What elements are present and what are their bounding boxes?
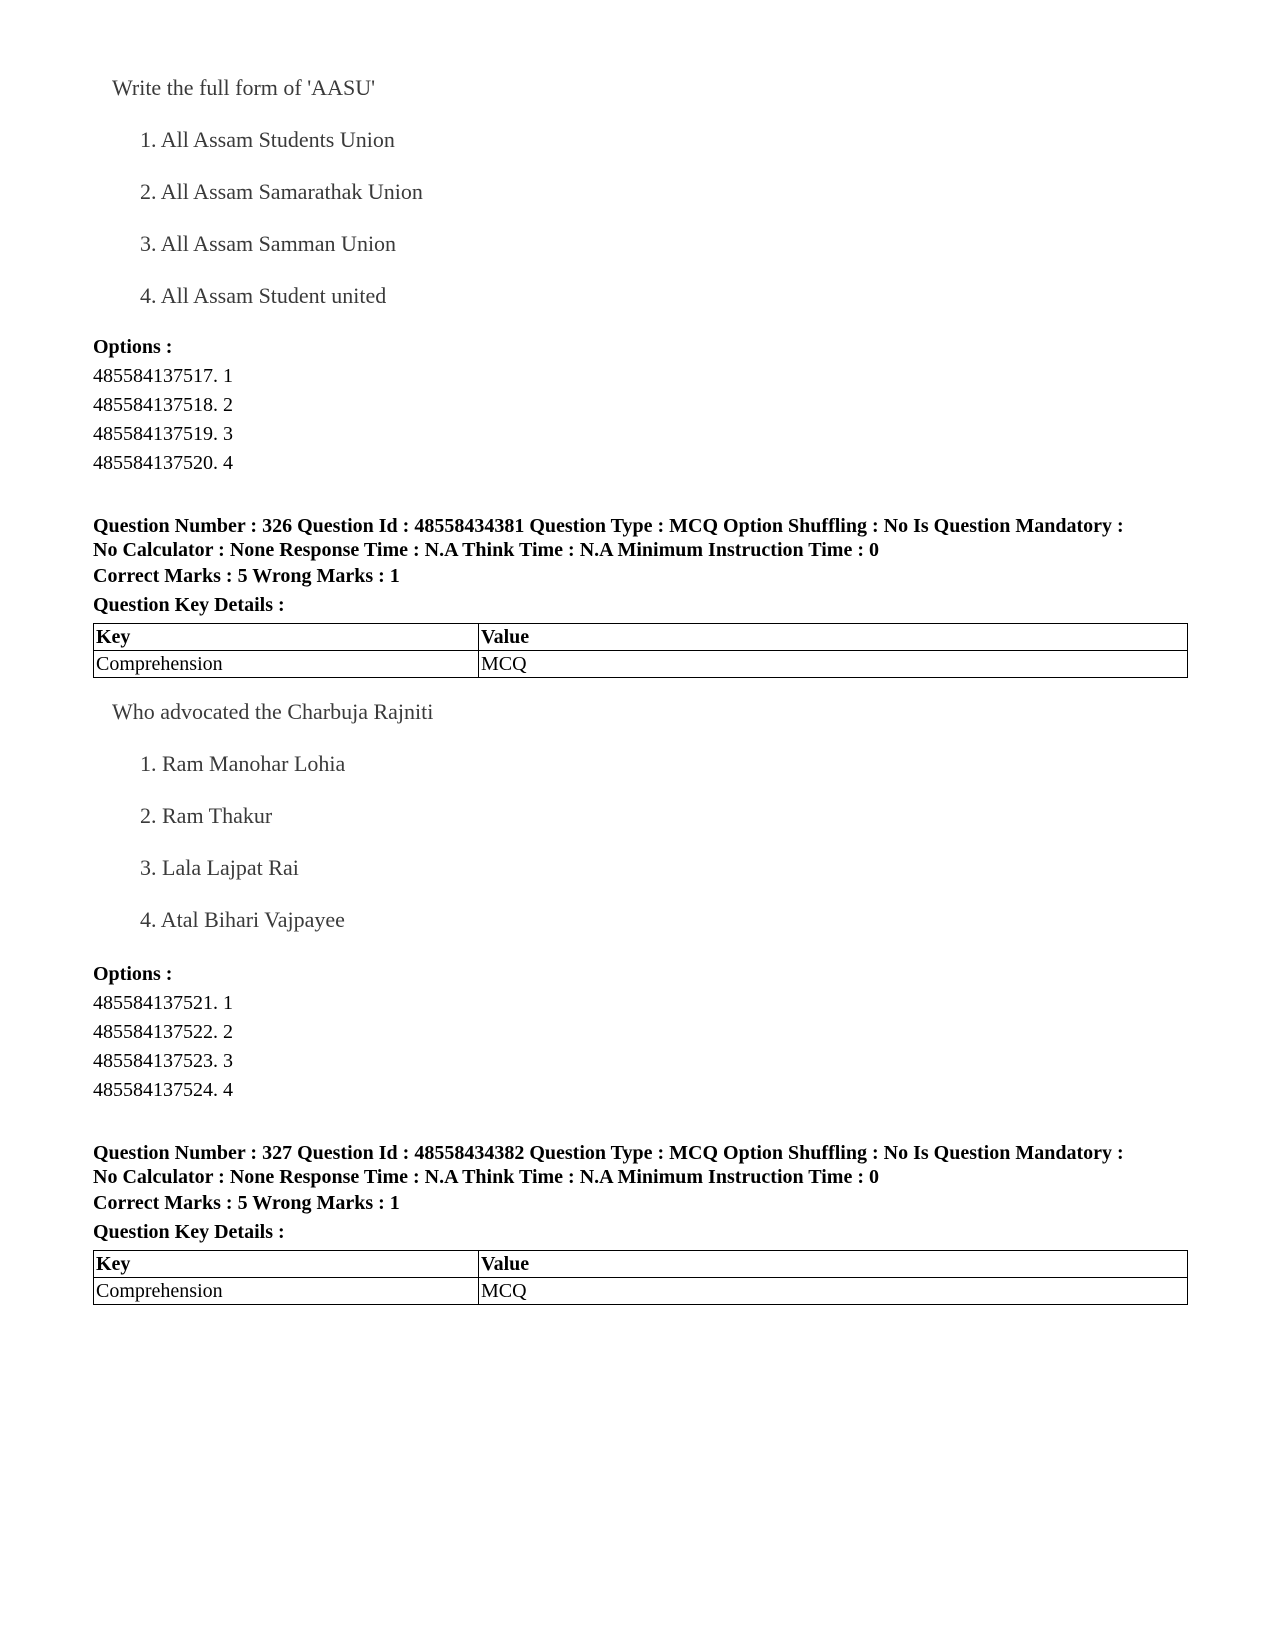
choice-item: 1. Ram Manohar Lohia bbox=[140, 751, 346, 776]
option-line: 485584137517. 1 bbox=[93, 365, 233, 387]
table-cell: Comprehension bbox=[94, 1278, 479, 1305]
option-line: 485584137519. 3 bbox=[93, 423, 233, 445]
key-details-heading: Question Key Details : bbox=[93, 1221, 285, 1243]
option-line: 485584137518. 2 bbox=[93, 394, 233, 416]
options-heading: Options : bbox=[93, 336, 173, 358]
key-value-table bbox=[93, 623, 1188, 678]
table-header-row bbox=[94, 624, 1188, 651]
table-row bbox=[94, 1278, 1188, 1305]
key-details-heading: Question Key Details : bbox=[93, 594, 285, 616]
options-heading: Options : bbox=[93, 963, 173, 985]
choice-list bbox=[112, 752, 433, 932]
question-image-charbuja bbox=[112, 700, 433, 932]
table-cell: Comprehension bbox=[94, 651, 479, 678]
table-header-key: Key bbox=[94, 1251, 479, 1278]
meta-line: Question Number : 327 Question Id : 48558434382 Question Type : MCQ Option Shuffling : No Is Question Mandatory : bbox=[93, 1142, 1124, 1164]
table-header-key: Key bbox=[94, 624, 479, 651]
marks-line: Correct Marks : 5 Wrong Marks : 1 bbox=[93, 1192, 400, 1214]
choice-item: 3. All Assam Samman Union bbox=[140, 231, 397, 256]
question-meta bbox=[93, 1141, 1193, 1247]
option-line: 485584137521. 1 bbox=[93, 992, 233, 1014]
table-cell: MCQ bbox=[479, 651, 1188, 678]
table-row bbox=[94, 651, 1188, 678]
choice-item: 2. All Assam Samarathak Union bbox=[140, 179, 423, 204]
option-line: 485584137523. 3 bbox=[93, 1050, 233, 1072]
table-cell: MCQ bbox=[479, 1278, 1188, 1305]
choice-item: 2. Ram Thakur bbox=[140, 803, 273, 828]
table-header-value: Value bbox=[479, 624, 1188, 651]
options-block bbox=[93, 333, 233, 478]
choice-item: 4. All Assam Student united bbox=[140, 283, 387, 308]
meta-line: No Calculator : None Response Time : N.A Think Time : N.A Minimum Instruction Time : 0 bbox=[93, 1166, 879, 1188]
choice-item: 3. Lala Lajpat Rai bbox=[140, 855, 299, 880]
table-header-row bbox=[94, 1251, 1188, 1278]
question-stem: Write the full form of 'AASU' bbox=[112, 75, 376, 100]
meta-line: No Calculator : None Response Time : N.A Think Time : N.A Minimum Instruction Time : 0 bbox=[93, 539, 879, 561]
option-line: 485584137522. 2 bbox=[93, 1021, 233, 1043]
option-line: 485584137520. 4 bbox=[93, 452, 233, 474]
table-header-value: Value bbox=[479, 1251, 1188, 1278]
choice-list bbox=[112, 128, 423, 308]
meta-line: Question Number : 326 Question Id : 48558434381 Question Type : MCQ Option Shuffling : No Is Question Mandatory : bbox=[93, 515, 1124, 537]
options-block bbox=[93, 960, 233, 1105]
choice-item: 4. Atal Bihari Vajpayee bbox=[140, 907, 345, 932]
key-value-table bbox=[93, 1250, 1188, 1305]
question-image-aasu bbox=[112, 76, 423, 308]
question-meta bbox=[93, 514, 1193, 620]
option-line: 485584137524. 4 bbox=[93, 1079, 233, 1101]
marks-line: Correct Marks : 5 Wrong Marks : 1 bbox=[93, 565, 400, 587]
choice-item: 1. All Assam Students Union bbox=[140, 127, 395, 152]
question-stem: Who advocated the Charbuja Rajniti bbox=[112, 699, 434, 724]
